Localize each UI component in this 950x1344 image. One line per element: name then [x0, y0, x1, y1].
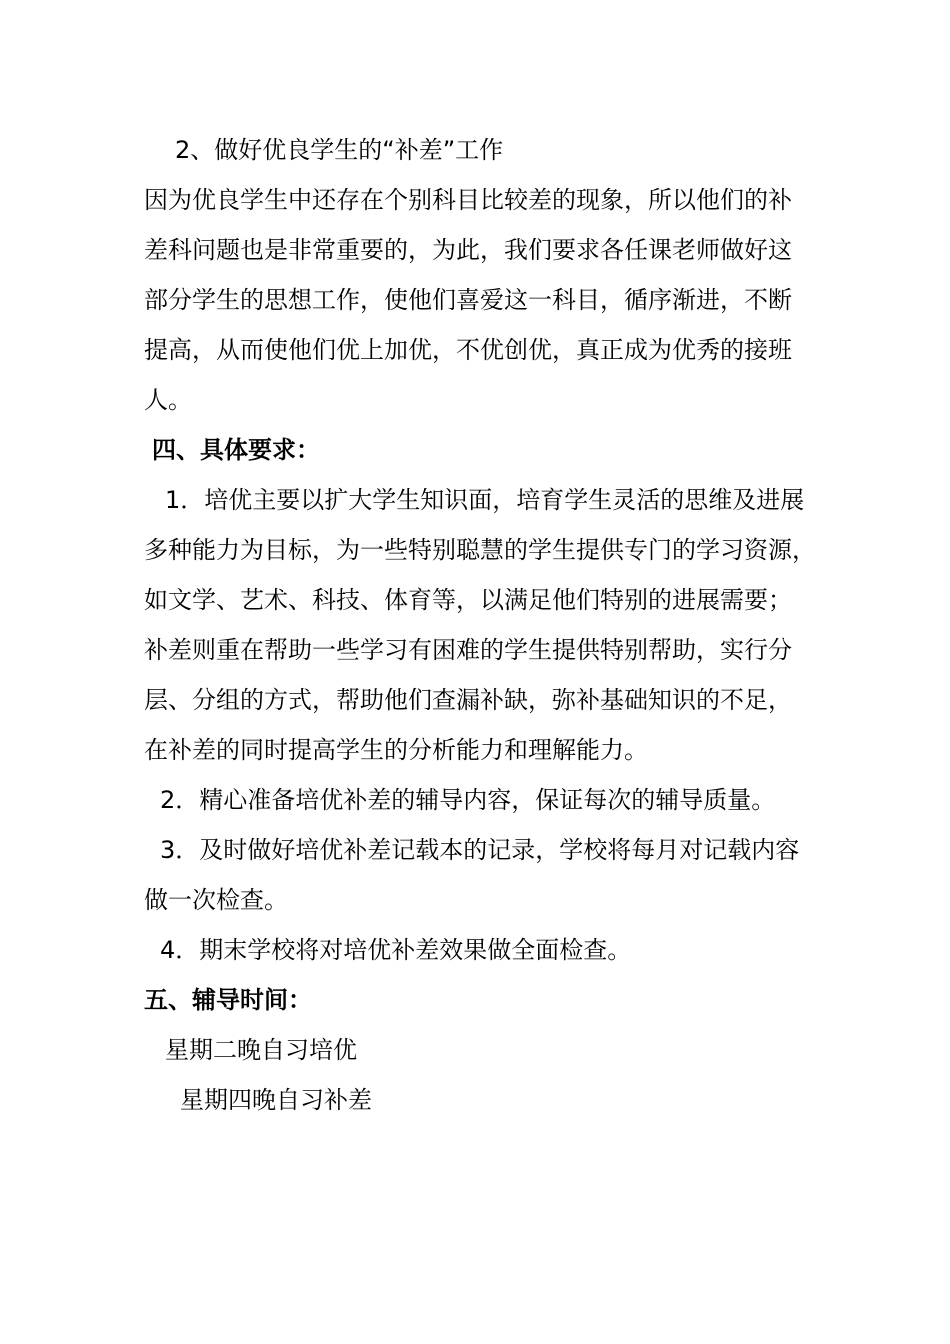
section5-heading: 五、辅导时间：	[144, 986, 312, 1014]
section4-item3-line: 做一次检查。	[144, 886, 288, 914]
section4-item1-line: 1．培优主要以扩大学生知识面，培育学生灵活的思维及进展	[165, 486, 805, 514]
section2-body-line: 人。	[144, 386, 192, 414]
section2-body-line: 因为优良学生中还存在个别科目比较差的现象，所以他们的补	[144, 186, 792, 214]
section4-item2: 2．精心准备培优补差的辅导内容，保证每次的辅导质量。	[160, 786, 776, 814]
section4-item1-line: 在补差的同时提高学生的分析能力和理解能力。	[144, 736, 648, 764]
section4-item1-line: 如文学、艺术、科技、体育等，以满足他们特别的进展需要；	[144, 586, 792, 614]
section4-item3-line: 3．及时做好培优补差记载本的记录，学校将每月对记载内容	[160, 836, 800, 864]
section4-item1-line: 层、分组的方式，帮助他们查漏补缺，弥补基础知识的不足，	[144, 686, 792, 714]
section2-heading: 2、做好优良学生的“补差”工作	[175, 136, 504, 164]
section4-heading: 四、具体要求：	[152, 436, 320, 464]
schedule-item: 星期四晚自习补差	[180, 1086, 372, 1114]
section4-item4: 4．期末学校将对培优补差效果做全面检查。	[160, 936, 632, 964]
section4-item1-line: 多种能力为目标，为一些特别聪慧的学生提供专门的学习资源，	[144, 536, 816, 564]
section2-body-line: 部分学生的思想工作，使他们喜爱这一科目，循序渐进，不断	[144, 286, 792, 314]
section2-body-line: 提高，从而使他们优上加优，不优创优，真正成为优秀的接班	[144, 336, 792, 364]
schedule-item: 星期二晚自习培优	[165, 1036, 357, 1064]
section2-body-line: 差科问题也是非常重要的，为此，我们要求各任课老师做好这	[144, 236, 792, 264]
section4-item1-line: 补差则重在帮助一些学习有困难的学生提供特别帮助，实行分	[144, 636, 792, 664]
